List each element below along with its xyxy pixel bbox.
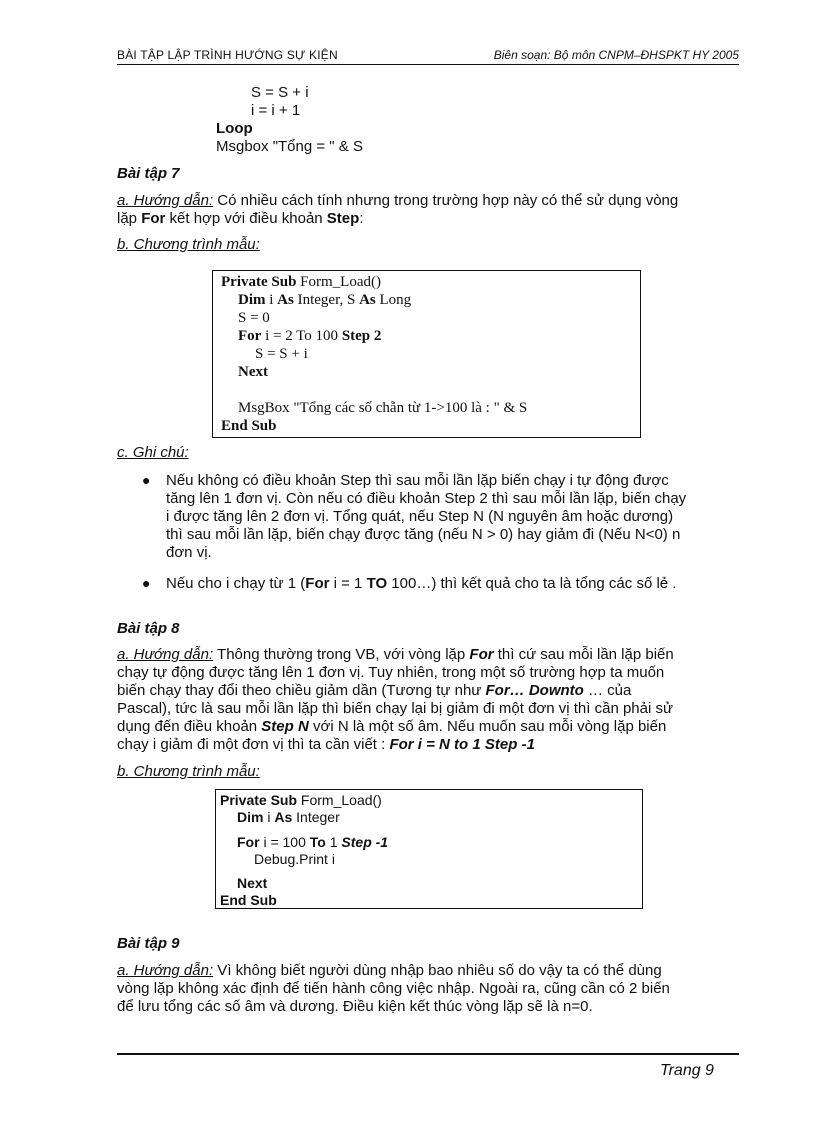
text: Vì không biết người dùng nhập bao nhiêu số do vậy ta có thể dùng	[213, 962, 662, 979]
text: lặp	[117, 210, 142, 227]
keyword: For	[469, 646, 494, 663]
code-line: S = S + i	[251, 84, 309, 101]
keyword: For	[305, 575, 330, 592]
section-title-bt7: Bài tập 7	[117, 165, 180, 182]
text: i = 2 To 100	[261, 328, 342, 344]
text: Integer	[292, 809, 340, 825]
code-line: Next	[237, 875, 268, 891]
keyword: For	[141, 210, 166, 227]
text: Nếu cho i chạy từ 1 (	[166, 575, 306, 592]
keyword: For i = N to 1 Step -1	[389, 736, 535, 753]
keyword: As	[274, 809, 293, 825]
code-line	[237, 808, 340, 826]
code-line: Debug.Print i	[254, 851, 335, 867]
text: biến chạy thay đổi theo chiều giảm dần (Tương tự như	[117, 682, 486, 699]
label-huong-dan: a. Hướng dẫn:	[117, 192, 214, 209]
paragraph-line	[117, 736, 535, 754]
code-line: S = 0	[238, 310, 270, 326]
paragraph-line	[117, 682, 631, 700]
note-line	[166, 575, 676, 593]
label-huong-dan: a. Hướng dẫn:	[117, 962, 214, 979]
code-box-bt8	[215, 789, 643, 909]
code-line: Msgbox "Tổng = " & S	[216, 138, 363, 155]
keyword: Step 2	[341, 328, 382, 344]
keyword: Private Sub	[220, 792, 298, 808]
paragraph-line	[117, 718, 666, 736]
text: 100…) thì kết quả cho ta là tổng các số lẻ .	[387, 575, 677, 592]
text: :	[359, 210, 364, 227]
code-line	[220, 791, 382, 809]
keyword: For	[238, 328, 262, 344]
text: thì cứ sau mỗi lần lặp biến	[493, 646, 674, 663]
text: dụng đến điều khoản	[117, 718, 262, 735]
keyword: For… Downto	[485, 682, 584, 699]
section-title-bt9: Bài tập 9	[117, 935, 180, 952]
page-header	[117, 46, 739, 65]
text: Form_Load()	[296, 274, 381, 290]
code-line	[237, 833, 388, 851]
text: Có nhiều cách tính nhưng trong trường hợp này có thể sử dụng vòng	[213, 192, 679, 209]
text: Form_Load()	[297, 792, 382, 808]
note-line: tăng lên 1 đơn vị. Còn nếu có điều khoản Step 2 thì sau mỗi lần lặp, biến chạy	[166, 490, 687, 507]
header-course-title: BÀI TẬP LẬP TRÌNH HƯỚNG SỰ KIỆN	[117, 48, 338, 62]
text: kết hợp với điều khoản	[165, 210, 327, 227]
code-line: End Sub	[220, 892, 277, 908]
text: i	[263, 809, 275, 825]
text: Thông thường trong VB, với vòng lặp	[213, 646, 470, 663]
keyword: As	[277, 292, 294, 308]
page-number: Trang 9	[660, 1062, 714, 1079]
code-box-bt7	[212, 270, 641, 438]
paragraph-line	[117, 646, 674, 664]
header-author: Biên soạn: Bộ môn CNPM–ĐHSPKT HY 2005	[493, 48, 739, 62]
keyword: Dim	[237, 809, 264, 825]
code-line: MsgBox "Tổng các số chẵn từ 1->100 là : " & S	[238, 400, 528, 416]
paragraph-line: vòng lặp không xác định để tiến hành công việc nhập. Ngoài ra, cũng cần có 2 biến	[117, 980, 670, 997]
keyword: Step	[326, 210, 360, 227]
label-chuong-trinh-mau: b. Chương trình mẫu:	[117, 236, 260, 253]
code-line: End Sub	[221, 418, 277, 434]
keyword: Step -1	[341, 834, 389, 850]
note-line: đơn vị.	[166, 544, 212, 561]
code-line	[221, 273, 381, 291]
code-line	[238, 291, 411, 309]
paragraph-line: Pascal), tức là sau mỗi lần lặp thì biến chạy lại bị giảm đi một đơn vị thì cần phải sử	[117, 700, 674, 717]
bullet-icon: ●	[142, 472, 151, 488]
text: i	[265, 292, 278, 308]
label-ghi-chu: c. Ghi chú:	[117, 444, 189, 461]
code-line: Loop	[216, 120, 253, 137]
paragraph-line: để lưu tổng các số âm và dương. Điều kiện kết thúc vòng lặp sẽ là n=0.	[117, 998, 593, 1015]
keyword: TO	[366, 575, 388, 592]
text: chạy i giảm đi một đơn vị thì ta cần viết :	[117, 736, 390, 753]
text: i = 100	[259, 834, 310, 850]
label-huong-dan: a. Hướng dẫn:	[117, 646, 214, 663]
code-line: S = S + i	[255, 346, 308, 362]
keyword: Step N	[261, 718, 309, 735]
paragraph-line	[117, 192, 678, 210]
text: Long	[375, 292, 412, 308]
code-line	[238, 327, 381, 345]
keyword: For	[237, 834, 260, 850]
paragraph-line: chạy tự động được tăng lên 1 đơn vị. Tuy nhiên, trong một số trường hợp ta muốn	[117, 664, 665, 681]
keyword: Private Sub	[221, 274, 297, 290]
text: với N là một số âm. Nếu muốn sau mỗi vòng lặp biến	[308, 718, 667, 735]
code-line: Next	[238, 364, 268, 380]
section-title-bt8: Bài tập 8	[117, 620, 180, 637]
text: 1	[325, 834, 342, 850]
footer-divider	[117, 1053, 739, 1055]
text: Integer, S	[293, 292, 360, 308]
label-chuong-trinh-mau: b. Chương trình mẫu:	[117, 763, 260, 780]
text: i = 1	[329, 575, 367, 592]
keyword: Dim	[238, 292, 266, 308]
note-line: thì sau mỗi lần lặp, biến chạy được tăng (nếu N > 0) hay giảm đi (Nếu N<0) n	[166, 526, 681, 543]
note-line: Nếu không có điều khoản Step thì sau mỗi lần lặp biến chạy i tự động được	[166, 472, 669, 489]
bullet-icon: ●	[142, 575, 151, 591]
keyword: To	[309, 834, 326, 850]
keyword: As	[359, 292, 376, 308]
paragraph-line	[117, 962, 662, 980]
paragraph-line	[117, 210, 363, 228]
code-line: i = i + 1	[251, 102, 301, 119]
note-line: i được tăng lên 2 đơn vị. Tổng quát, nếu Step N (N nguyên âm hoặc dương)	[166, 508, 674, 525]
text: … của	[583, 682, 632, 699]
